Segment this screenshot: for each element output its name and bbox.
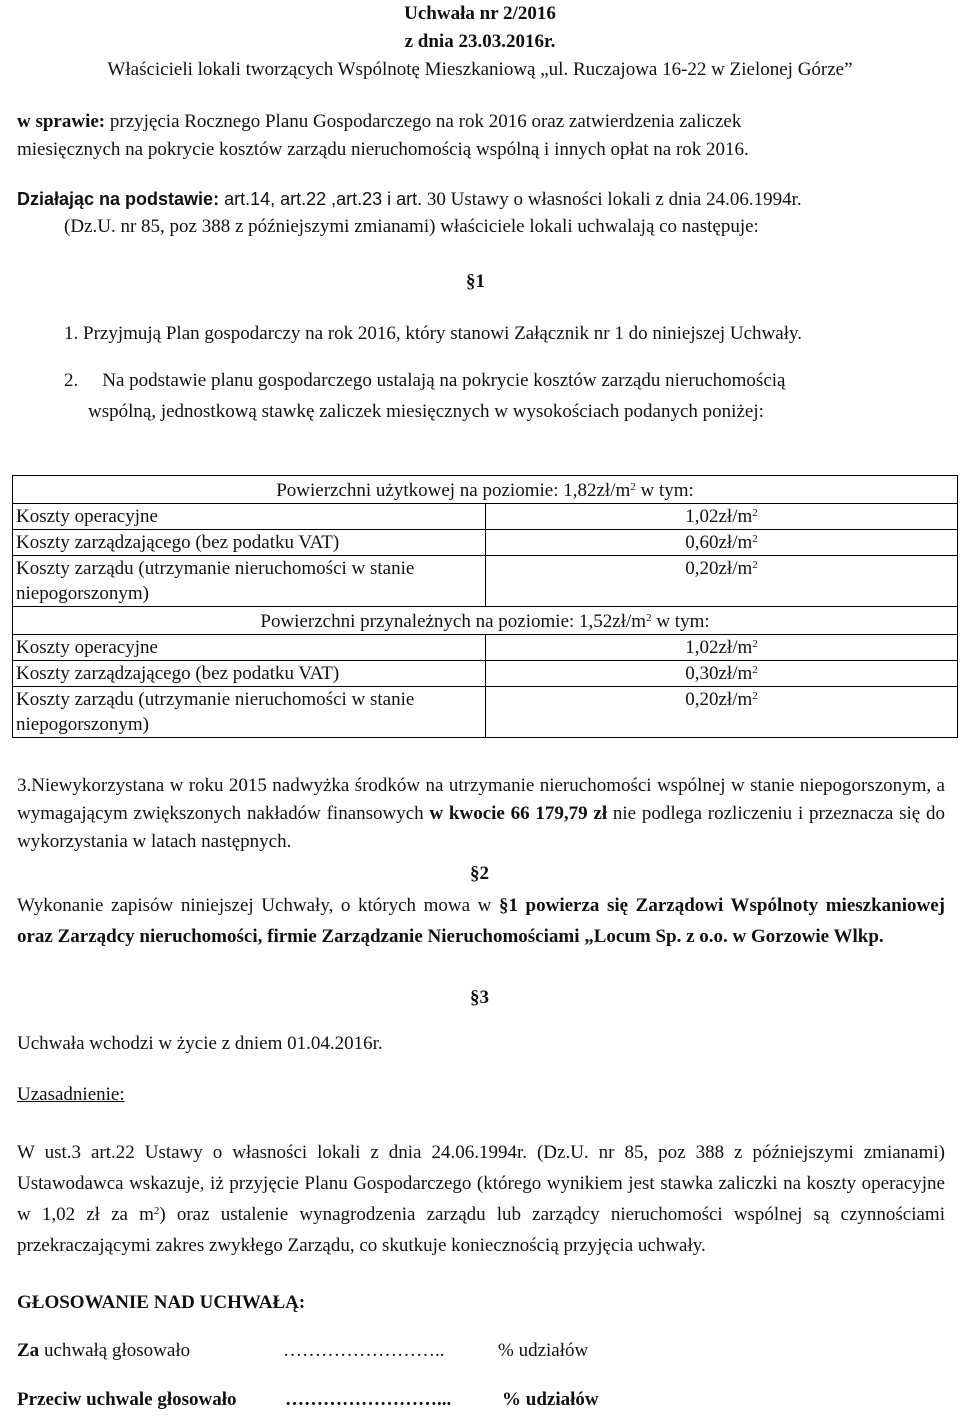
section-3-heading: §3	[470, 987, 489, 1008]
row-label: Koszty zarządu (utrzymanie nieruchomości w stanie niepogorszonym)	[13, 687, 486, 738]
row-label: Koszty operacyjne	[13, 635, 486, 661]
row-value: $1,02zł/m^2$	[486, 635, 958, 661]
row-value: $0,20zł/m^2$	[486, 556, 958, 607]
resolution-date: z dnia 23.03.2016r.	[404, 31, 556, 52]
justification-heading: Uzasadnienie:	[17, 1084, 125, 1105]
table-row	[13, 530, 958, 556]
section-1-item-2-line-1	[64, 367, 950, 395]
section-1-item-1: 1. Przyjmują Plan gospodarczy na rok 2016, który stanowi Załącznik nr 1 do niniejszej Uchwały.	[64, 323, 803, 344]
row-value: $1,02zł/m^2$	[486, 504, 958, 530]
vote-against-dots: ……………………...	[285, 1389, 452, 1410]
section-2-paragraph: Wykonanie zapisów niniejszej Uchwały, o których mowa w §1 powierza się Zarządowi Wspólnoty mieszkaniowej oraz Zarządcy nieruchomości, firmie Zarządzanie Nieruchomościami „Locum Sp. z o.o. w Gorzowie Wlkp.	[17, 895, 945, 947]
row-value: $0,30zł/m^2$	[486, 661, 958, 687]
subject-line-1	[17, 108, 741, 136]
row-label: Koszty operacyjne	[13, 504, 486, 530]
resolution-title: Uchwała nr 2/2016	[404, 3, 556, 24]
table-row	[13, 556, 958, 607]
basis-line-2: (Dz.U. nr 85, poz 388 z późniejszymi zmianami) właściciele lokali uchwalają co następuje:	[64, 216, 759, 237]
basis-articles: art.14, art.22 ,art.23 i art.	[219, 189, 423, 209]
appurtenant-area-header: Powierzchni przynależnych na poziomie: $1,52zł/m^2$ w tym:	[13, 607, 958, 635]
row-label: Koszty zarządu (utrzymanie nieruchomości w stanie niepogorszonym)	[13, 556, 486, 607]
subject-label: w sprawie:	[17, 111, 106, 132]
usable-area-header: Powierzchni użytkowej na poziomie: $1,82zł/m^2$ w tym:	[13, 476, 958, 504]
subject-text-1: przyjęcia Rocznego Planu Gospodarczego na rok 2016 oraz zatwierdzenia zaliczek	[105, 111, 742, 132]
table-row	[13, 687, 958, 738]
basis-line-1	[17, 185, 802, 214]
resolution-owners: Właścicieli lokali tworzących Wspólnotę Mieszkaniową „ul. Ruczajowa 16-22 w Zielonej Górze”	[107, 59, 853, 80]
item-2-number: 2.	[64, 370, 79, 391]
justification-paragraph: W ust.3 art.22 Ustawy o własności lokali z dnia 24.06.1994r. (Dz.U. nr 85, poz 388 z późniejszymi zmianami) Ustawodawca wskazuje, iż przyjęcie Planu Gospodarczego (którego wynikiem jest stawka zaliczki na koszty operacyjne w 1,02 zł za $m^2$) oraz ustalenie wynagrodzenia zarządu lub zarządcy nieruchomości wspólnej są czynnościami przekraczającymi zakres zwykłego Zarządu, co skutkuje koniecznością przyjęcia uchwały.	[17, 1142, 945, 1256]
cost-rates-table	[12, 475, 958, 738]
section-1-heading: §1	[466, 271, 485, 292]
item-2-text-1: Na podstawie planu gospodarczego ustalają na pokrycie kosztów zarządu nieruchomością	[102, 370, 786, 391]
vote-for-unit: % udziałów	[498, 1340, 589, 1361]
subject-line-2: miesięcznych na pokrycie kosztów zarządu nieruchomością wspólną i innych opłat na rok 2016.	[17, 139, 749, 160]
section-1-item-2-line-2: wspólną, jednostkową stawkę zaliczek miesięcznych w wysokościach podanych poniżej:	[88, 401, 764, 422]
vote-against-label: Przeciw uchwale głosowało	[17, 1389, 237, 1410]
row-value: $0,60zł/m^2$	[486, 530, 958, 556]
row-label: Koszty zarządzającego (bez podatku VAT)	[13, 661, 486, 687]
vote-for-dots: ……………………..	[283, 1340, 445, 1361]
table-row	[13, 635, 958, 661]
table-row	[13, 504, 958, 530]
voting-heading: GŁOSOWANIE NAD UCHWAŁĄ:	[17, 1292, 306, 1313]
vote-against-unit: % udziałów	[502, 1389, 599, 1410]
row-value: $0,20zł/m^2$	[486, 687, 958, 738]
section-3-text: Uchwała wchodzi w życie z dniem 01.04.2016r.	[17, 1033, 383, 1054]
basis-label: Działając na podstawie:	[17, 189, 220, 209]
item-3-paragraph: 3.Niewykorzystana w roku 2015 nadwyżka środków na utrzymanie nieruchomości wspólnej w stanie niepogorszonym, a wymagającym zwiększonych nakładów finansowych w kwocie 66 179,79 zł nie podlega rozliczeniu i przeznacza się do wykorzystania w latach następnych.	[17, 775, 945, 852]
table-row	[13, 661, 958, 687]
vote-for-line: Za uchwałą głosowało	[17, 1340, 191, 1361]
section-2-heading: §2	[470, 863, 489, 884]
basis-act: 30 Ustawy o własności lokali z dnia 24.06.1994r.	[422, 189, 802, 210]
row-label: Koszty zarządzającego (bez podatku VAT)	[13, 530, 486, 556]
